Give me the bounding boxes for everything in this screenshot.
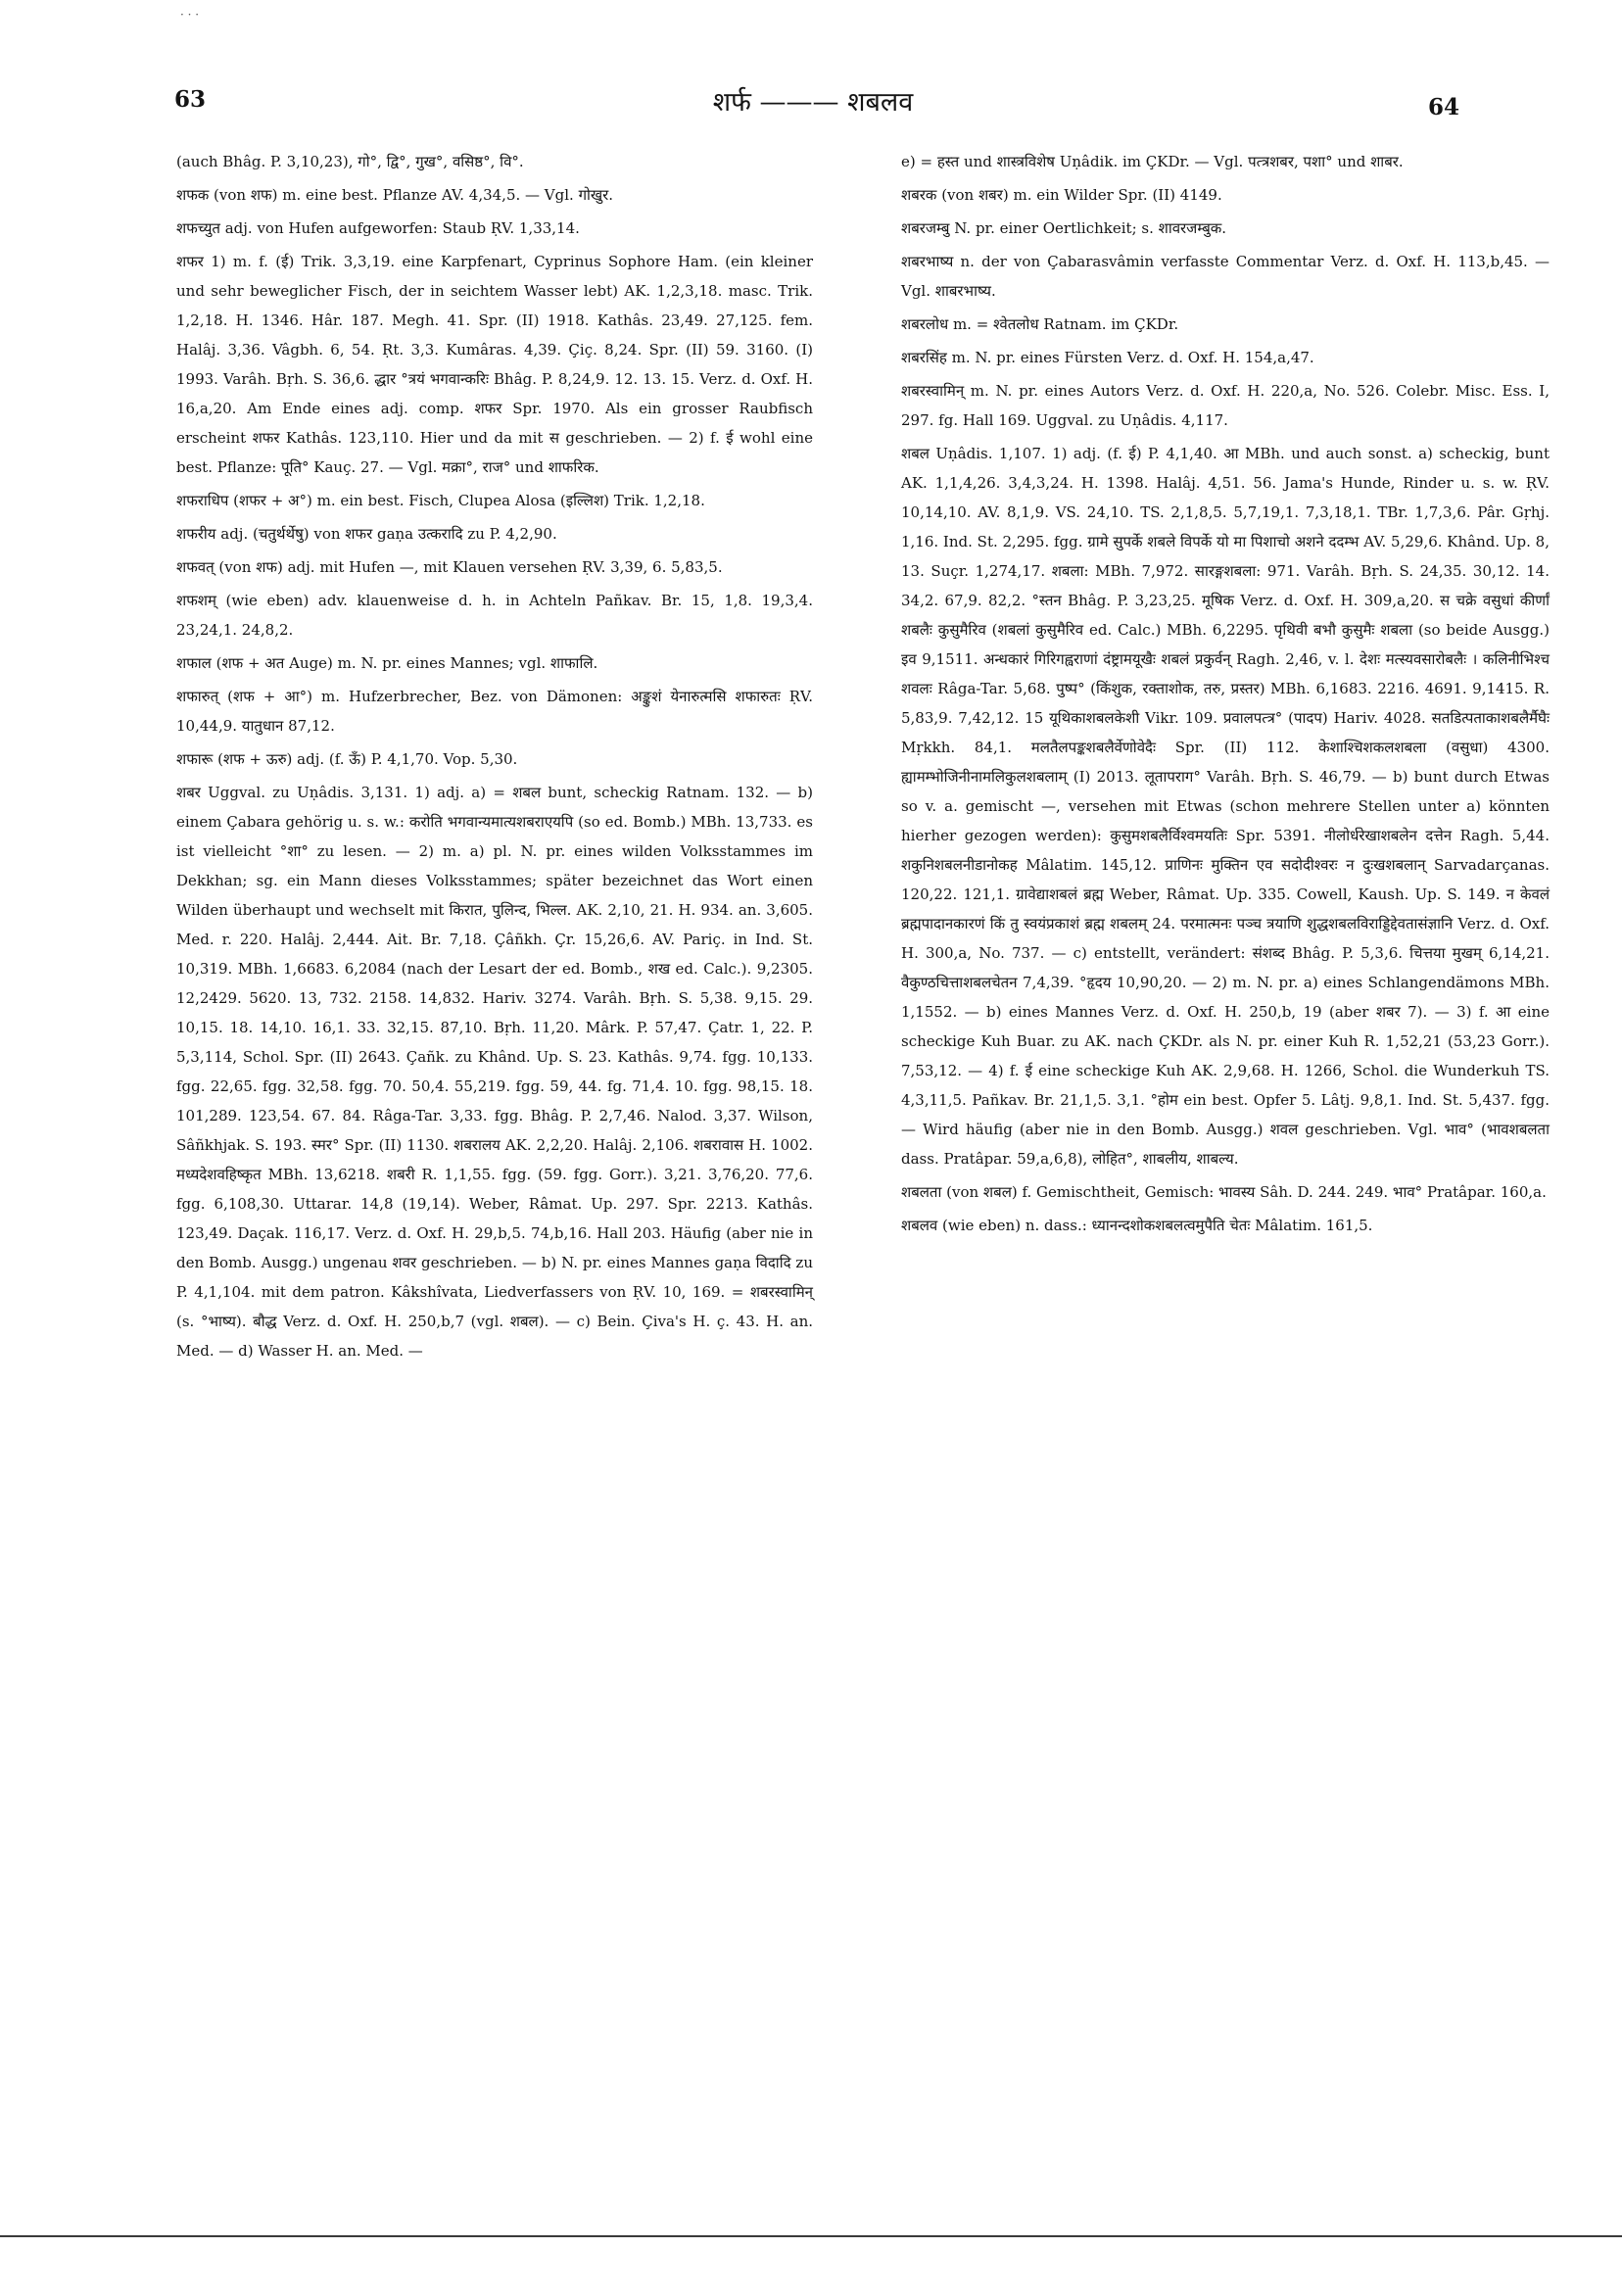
scan-mark: · · ·	[180, 8, 200, 22]
dictionary-entry: शबरसिंह m. N. pr. eines Fürsten Verz. d. Oxf. H. 154,a,47.	[901, 349, 1314, 366]
dictionary-entry: शफक (von शफ) m. eine best. Pflanze AV. 4,34,5. — Vgl. गोखुर.	[176, 186, 614, 204]
page-header	[167, 86, 1459, 125]
dictionary-entry: शबलता (von शबल) f. Gemischtheit, Gemisch: भावस्य Sâh. D. 244. 249. भाव° Pratâpar. 160,a.	[901, 1183, 1547, 1201]
dictionary-entry: शबलव (wie eben) n. dass.: ध्यानन्दशोकशबलत्वमुपैति चेतः Mâlatim. 161,5.	[901, 1217, 1373, 1234]
dictionary-entry: शफरीय adj. (चतुर्थर्थेषु) von शफर gaṇa उत्करादि zu P. 4,2,90.	[176, 525, 557, 543]
dictionary-entry: शबरजम्बु N. pr. einer Oertlichkeit; s. शावरजम्बुक.	[901, 219, 1227, 237]
left-column	[176, 147, 813, 1369]
dictionary-entry: शफारुत् (शफ + आ°) m. Hufzerbrecher, Bez. von Dämonen: अङ्कुशं येनारुत्मसि शफारुतः ṚV. 10,44,9. यातुधान 87,12.	[176, 688, 813, 735]
dictionary-entry: शबरक (von शबर) m. ein Wilder Spr. (II) 4149.	[901, 186, 1222, 204]
dictionary-entry: शबल Uṇâdis. 1,107. 1) adj. (f. ई) P. 4,1,40. आ MBh. und auch sonst. a) scheckig, bunt AK. 1,1,4,26. 3,4,3,24. H. 1398. Halâj. 4,51. 56. Jama's Hunde, Rinder u. s. w. ṚV. 10,14,10. AV. 8,1,9. VS. 24,10. TS. 2,1,8,5. 5,7,19,1. 7,3,18,1. TBr. 1,7,3,6. Pâr. Gṛhj. 1,16. Ind. St. 2,295. fgg. ग्रामे सुपर्के शबले विपर्के यो मा पिशाचो अशने ददम्भ AV. 5,29,6. Khând. Up. 8, 13. Suçr. 1,274,17. शबला: MBh. 7,972. सारङ्गशबला: 971. Varâh. Bṛh. S. 24,35. 30,12. 14. 34,2. 67,9. 82,2. °स्तन Bhâg. P. 3,23,25. मूषिक Verz. d. Oxf. H. 309,a,20. स चक्रे वसुधां कीर्णां शबलैः कुसुमैरिव (शबलां कुसुमैरिव ed. Calc.) MBh. 6,2295. पृथिवी बभौ कुसुमैः शबला (so beide Ausgg.) इव 9,1511. अन्धकारं गिरिगह्वराणां दंष्ट्रामयूखैः शबलं प्रकुर्वन् Ragh. 2,46, v. l. देशः मत्स्यवसारोबलैः । कलिनीभिश्च शवलः Râga-Tar. 5,68. पुष्प° (किंशुक, रक्ताशोक, तरु, प्रस्तर) MBh. 6,1683. 2216. 4691. 9,1415. R. 5,83,9. 7,42,12. 15 यूथिकाशबलकेशी Vikr. 109. प्रवालपत्त्र° (पादप) Hariv. 4028. सतडित्पताकाशबलैर्मैघैः Mṛkkh. 84,1. मलतैलपङ्कशबलैर्वेणोवेदैः Spr. (II) 112. केशाश्चिशकलशबला (वसुधा) 4300. ह्यामम्भोजिनीनामलिकुलशबलाम् (I) 2013. लूतापराग° Varâh. Bṛh. S. 46,79. — b) bunt durch Etwas so v. a. gemischt —, versehen mit Etwas (schon mehrere Stellen unter a) könnten hierher gezogen werden): कुसुमशबलैर्विश्वमयतिः Spr. 5391. नीलोर्धरेखाशबलेन दत्तेन Ragh. 5,44. शकुनिशबलनीडानोकह Mâlatim. 145,12. प्राणिनः मुक्तिन एव सदोदीश्वरः न दुःखशबलान् Sarvadarçanas. 120,22. 121,1. ग्रावेद्याशबलं ब्रह्म Weber, Râmat. Up. 335. Cowell, Kaush. Up. S. 149. न केवलं ब्रह्मपादानकारणं किं तु स्वयंप्रकाशं ब्रह्म शबलम् 24. परमात्मनः पञ्च त्रयाणि शुद्धशबलविराड्डिद्देवतासंज्ञानि Verz. d. Oxf. H. 300,a, No. 737. — c) entstellt, verändert: संशब्द Bhâg. P. 5,3,6. चित्तया मुखम् 6,14,21. वैकुण्ठचित्ताशबलचेतन 7,4,39. °हृदय 10,90,20. — 2) m. N. pr. a) eines Schlangendämons MBh. 1,1552. — b) eines Mannes Verz. d. Oxf. H. 250,b, 19 (aber शबर 7). — 3) f. आ eine scheckige Kuh Buar. zu AK. nach ÇKDr. als N. pr. einer Kuh R. 1,52,21 (53,23 Gorr.). 7,53,12. — 4) f. ई eine scheckige Kuh AK. 2,9,68. H. 1266, Schol. die Wunderkuh TS. 4,3,11,5. Pañkav. Br. 21,1,5. 3,1. °होम ein best. Opfer 5. Lâtj. 9,8,1. Ind. St. 5,437. fgg. — Wird häufig (aber nie in den Bomb. Ausgg.) शवल geschrieben. Vgl. भाव° (भावशबलता dass. Pratâpar. 59,a,6,8), लोहित°, शाबलीय, शाबल्य.	[901, 445, 1550, 1168]
dictionary-entry: शबरभाष्य n. der von Çabarasvâmin verfasste Commentar Verz. d. Oxf. H. 113,b,45. — Vgl. शाबरभाष्य.	[901, 253, 1550, 300]
dictionary-entry: शफराधिप (शफर + अ°) m. ein best. Fisch, Clupea Alosa (इल्लिश) Trik. 1,2,18.	[176, 492, 705, 509]
dictionary-entry: शफवत् (von शफ) adj. mit Hufen —, mit Klauen versehen ṚV. 3,39, 6. 5,83,5.	[176, 558, 723, 576]
dictionary-entry: शबरस्वामिन् m. N. pr. eines Autors Verz. d. Oxf. H. 220,a, No. 526. Colebr. Misc. Ess. I, 297. fg. Hall 169. Uggval. zu Uṇâdis. 4,117.	[901, 382, 1550, 429]
dictionary-entry: (auch Bhâg. P. 3,10,23), गो°, द्वि°, गुख°, वसिष्ठ°, वि°.	[176, 153, 524, 170]
dictionary-entry: शफच्युत adj. von Hufen aufgeworfen: Staub ṚV. 1,33,14.	[176, 219, 580, 237]
dictionary-entry: शफाल (शफ + अत Auge) m. N. pr. eines Mannes; vgl. शाफालि.	[176, 654, 598, 672]
right-column	[901, 147, 1550, 1244]
dictionary-entry: शफारू (शफ + ऊरु) adj. (f. ऊँ) P. 4,1,70. Vop. 5,30.	[176, 750, 518, 768]
dictionary-entry: शफशम् (wie eben) adv. klauenweise d. h. in Achteln Pañkav. Br. 15, 1,8. 19,3,4. 23,24,1. 24,8,2.	[176, 592, 813, 639]
dictionary-entry: शफर 1) m. f. (ई) Trik. 3,3,19. eine Karpfenart, Cyprinus Sophore Ham. (ein kleiner und sehr beweglicher Fisch, der in seichtem Wasser lebt) AK. 1,2,3,18. masc. Trik. 1,2,18. H. 1346. Hâr. 187. Megh. 41. Spr. (II) 1918. Kathâs. 23,49. 27,125. fem. Halâj. 3,36. Vâgbh. 6, 54. Ṛt. 3,3. Kumâras. 4,39. Çiç. 8,24. Spr. (II) 59. 3160. (I) 1993. Varâh. Bṛh. S. 36,6. द्धार °त्रयं भगवान्करिः Bhâg. P. 8,24,9. 12. 13. 15. Verz. d. Oxf. H. 16,a,20. Am Ende eines adj. comp. शफर Spr. 1970. Als ein grosser Raubfisch erscheint शफर Kathâs. 123,110. Hier und da mit स geschrieben. — 2) f. ई wohl eine best. Pflanze: पूति° Kauç. 27. — Vgl. मक्रा°, राज° und शाफरिक.	[176, 253, 813, 476]
dictionary-entry: e) = हस्त und शास्त्रविशेष Uṇâdik. im ÇKDr. — Vgl. पत्त्रशबर, पशा° und शाबर.	[901, 153, 1404, 170]
page-number-left: 63	[174, 86, 207, 113]
running-head: शर्फ ——— शबलव	[712, 87, 914, 118]
dictionary-entry: शबर Uggval. zu Uṇâdis. 3,131. 1) adj. a) = शबल bunt, scheckig Ratnam. 132. — b) einem Çabara gehörig u. s. w.: करोति भगवान्यमात्यशबराएयपि (so ed. Bomb.) MBh. 13,733. es ist vielleicht °शा° zu lesen. — 2) m. a) pl. N. pr. eines wilden Volksstammes im Dekkhan; sg. ein Mann dieses Volksstammes; später bezeichnet das Wort einen Wilden überhaupt und wechselt mit किरात, पुलिन्द, भिल्ल. AK. 2,10, 21. H. 934. an. 3,605. Med. r. 220. Halâj. 2,444. Ait. Br. 7,18. Çâñkh. Çr. 15,26,6. AV. Pariç. in Ind. St. 10,319. MBh. 1,6683. 6,2084 (nach der Lesart der ed. Bomb., शख ed. Calc.). 9,2305. 12,2429. 5620. 13, 732. 2158. 14,832. Hariv. 3274. Varâh. Bṛh. S. 5,38. 9,15. 29. 10,15. 18. 14,10. 16,1. 33. 32,15. 87,10. Bṛh. 11,20. Mârk. P. 57,47. Çatr. 1, 22. P. 5,3,114, Schol. Spr. (II) 2643. Çañk. zu Khând. Up. S. 23. Kathâs. 9,74. fgg. 10,133. fgg. 22,65. fgg. 32,58. fgg. 70. 50,4. 55,219. fgg. 59, 44. fg. 71,4. 10. fgg. 98,15. 18. 101,289. 123,54. 67. 84. Râga-Tar. 3,33. fgg. Bhâg. P. 2,7,46. Nalod. 3,37. Wilson, Sâñkhjak. S. 193. स्मर° Spr. (II) 1130. शबरालय AK. 2,2,20. Halâj. 2,106. शबरावास H. 1002. मध्यदेशवहिष्कृत MBh. 13,6218. शबरी R. 1,1,55. fgg. (59. fgg. Gorr.). 3,21. 3,76,20. 77,6. fgg. 6,108,30. Uttarar. 14,8 (19,14). Weber, Râmat. Up. 297. Spr. 2213. Kathâs. 123,49. Daçak. 116,17. Verz. d. Oxf. H. 29,b,5. 74,b,16. Hall 203. Häufig (aber nie in den Bomb. Ausgg.) ungenau शवर geschrieben. — b) N. pr. eines Mannes gaṇa विदादि zu P. 4,1,104. mit dem patron. Kâkshîvata, Liedverfassers von ṚV. 10, 169. = शबरस्वामिन् (s. °भाष्य). बौद्ध Verz. d. Oxf. H. 250,b,7 (vgl. शबल). — c) Bein. Çiva's H. ç. 43. H. an. Med. — d) Wasser H. an. Med. —	[176, 784, 813, 1360]
dictionary-entry: शबरलोध m. = श्वेतलोध Ratnam. im ÇKDr.	[901, 315, 1179, 333]
bottom-rule	[0, 2235, 1622, 2237]
page-number-right: 64	[1427, 94, 1459, 120]
